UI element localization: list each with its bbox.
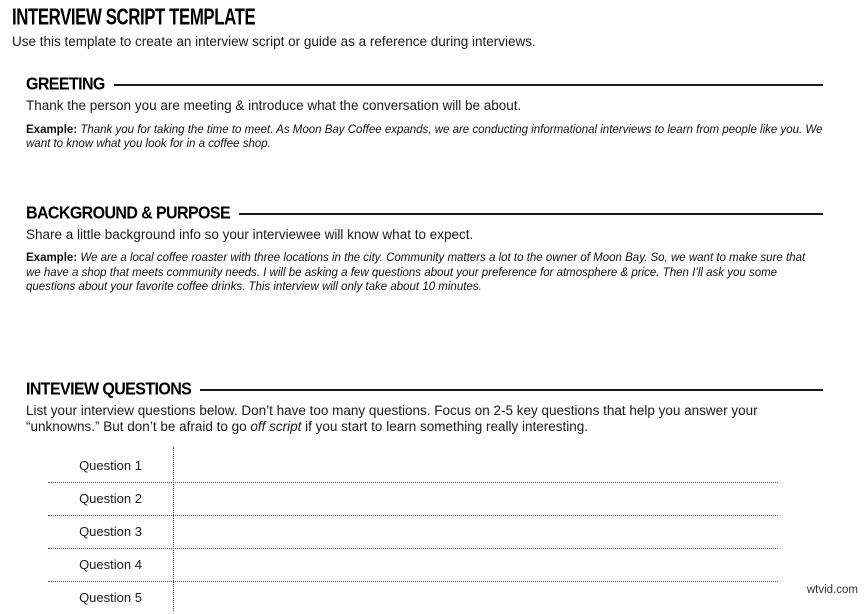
table-row [48, 582, 778, 614]
page-title: INTERVIEW SCRIPT TEMPLATE [12, 5, 256, 30]
question-label: Question 3 [79, 524, 142, 539]
page-header [12, 6, 846, 50]
questions-description [26, 403, 778, 436]
table-row [48, 450, 778, 483]
questions-heading-rule [200, 389, 823, 391]
watermark: wtvid.com [806, 584, 858, 596]
question-answer-field[interactable] [173, 582, 778, 614]
background-example-label: Example: [26, 252, 78, 264]
question-label: Question 4 [79, 557, 142, 572]
questions-heading: INTEVIEW QUESTIONS [26, 379, 192, 399]
section-background-purpose [26, 205, 823, 295]
section-greeting [26, 76, 823, 152]
background-example-text: We are a local coffee roaster with three locations in the city. Community matters a lot to the owner of Moon Bay. So, we want to make sure that we have a shop that meets community needs. I will be asking a few questions about your preference for atmosphere & price. Then I’ll ask you some questions about your favorite coffee drinks. This interview will only take about 10 minutes. [26, 252, 806, 293]
greeting-example [26, 123, 823, 152]
question-answer-field[interactable] [173, 450, 778, 482]
question-answer-field[interactable] [173, 516, 778, 548]
question-label: Question 1 [79, 458, 142, 473]
section-interview-questions [26, 381, 823, 614]
background-heading-row [26, 205, 823, 223]
background-heading: BACKGROUND & PURPOSE [26, 203, 231, 223]
question-answer-field[interactable] [173, 483, 778, 515]
questions-description-italic: off script [250, 419, 302, 434]
question-answer-field[interactable] [173, 549, 778, 581]
questions-description-part2: if you start to learn something really interesting. [301, 419, 589, 434]
questions-table [48, 450, 778, 614]
greeting-description: Thank the person you are meeting & introduce what the conversation will be about. [26, 98, 522, 113]
greeting-example-text: Thank you for taking the time to meet. As Moon Bay Coffee expands, we are conducting informational interviews to learn from people like you. We want to know what you look for in a coffee shop. [26, 123, 823, 150]
questions-description-part1: List your interview questions below. Don’t have too many questions. Focus on 2-5 key questions that help you answer your “unknowns.” But don’t be afraid to go [26, 402, 758, 434]
background-heading-rule [239, 213, 823, 215]
table-row [48, 483, 778, 516]
background-description: Share a little background info so your interviewee will know what to expect. [26, 226, 474, 242]
background-example [26, 251, 823, 295]
questions-table-vertical-divider [173, 447, 174, 611]
questions-heading-row [26, 381, 823, 399]
greeting-heading: GREETING [26, 75, 105, 94]
greeting-heading-rule [114, 84, 823, 86]
table-row [48, 516, 778, 549]
greeting-example-label: Example: [26, 123, 78, 136]
page-subtitle: Use this template to create an interview script or guide as a reference during interviews. [12, 34, 536, 49]
table-row [48, 549, 778, 582]
greeting-heading-row [26, 76, 823, 94]
question-label: Question 5 [79, 590, 142, 605]
question-label: Question 2 [79, 491, 142, 506]
